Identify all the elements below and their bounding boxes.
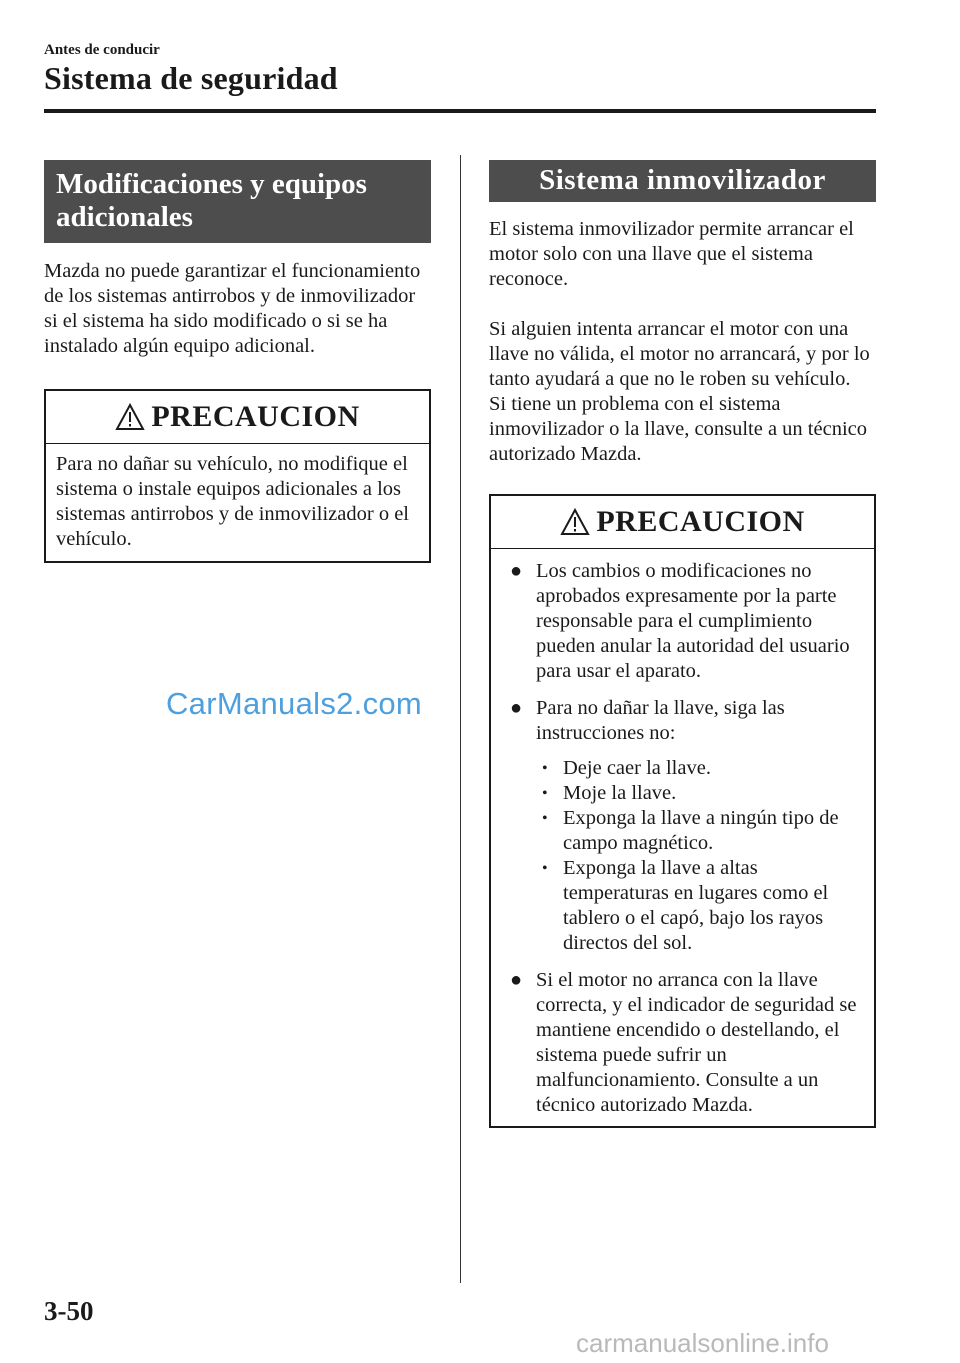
caution-header bbox=[491, 496, 874, 549]
bullet-dot: ● bbox=[510, 969, 523, 991]
bullet-text: Los cambios o modificaciones no aprobados expresamente por la parte responsable para el cumplimiento pueden anular la autoridad del usuario para usar el aparato. bbox=[536, 560, 850, 682]
right-column bbox=[489, 160, 876, 1128]
bullet-dot: ● bbox=[510, 697, 523, 719]
chapter-label: Antes de conducir bbox=[44, 42, 160, 58]
sub-bullet-text: Exponga la llave a ningún tipo de campo magnético. bbox=[563, 807, 839, 854]
page-title: Sistema de seguridad bbox=[44, 60, 338, 96]
left-column bbox=[44, 160, 431, 563]
caution-text: Para no dañar su vehículo, no modifique el sistema o instale equipos adicionales a los sistemas antirrobos y de inmovilizador o el vehículo. bbox=[56, 453, 409, 550]
section-heading-inmovilizador: Sistema inmovilizador bbox=[489, 160, 876, 202]
list-item bbox=[501, 559, 864, 684]
bullet-text: Para no dañar la llave, siga las instrucciones no: bbox=[536, 697, 785, 744]
caution-bullet-list bbox=[501, 559, 864, 1118]
left-paragraph: Mazda no puede garantizar el funcionamiento de los sistemas antirrobos y de inmovilizador si el sistema ha sido modificado o si se ha instalado algún equipo adicional. bbox=[44, 260, 421, 357]
watermark: CarManuals2.com bbox=[166, 686, 423, 721]
sub-bullet-text: Deje caer la llave. bbox=[563, 757, 711, 779]
page-number: 3-50 bbox=[44, 1296, 94, 1326]
column-divider bbox=[460, 155, 461, 1283]
sub-bullet-text: Exponga la llave a altas temperaturas en lugares como el tablero o el capó, bajo los rayos directos del sol. bbox=[563, 857, 829, 954]
sub-bullet-dot: • bbox=[542, 810, 548, 827]
sub-bullet-dot: • bbox=[542, 760, 548, 777]
caution-title: PRECAUCION bbox=[596, 505, 805, 538]
footer-watermark: carmanualsonline.info bbox=[576, 1328, 829, 1358]
caution-title: PRECAUCION bbox=[151, 400, 360, 433]
section-heading-modificaciones: Modificaciones y equipos adicionales bbox=[44, 160, 431, 243]
sub-bullet-dot: • bbox=[542, 860, 548, 877]
sub-list-item bbox=[536, 756, 864, 781]
warning-triangle-icon bbox=[115, 403, 145, 431]
sub-bullet-dot: • bbox=[542, 785, 548, 802]
caution-box-left bbox=[44, 389, 431, 563]
bullet-text: Si el motor no arranca con la llave correcta, y el indicador de seguridad se mantiene encendido o destellando, el sistema puede sufrir un malfuncionamiento. Consulte a un técnico autorizado Mazda. bbox=[536, 969, 857, 1116]
caution-header bbox=[46, 391, 429, 444]
caution-body bbox=[491, 549, 874, 1142]
warning-triangle-icon bbox=[560, 508, 590, 536]
caution-box-right bbox=[489, 494, 876, 1128]
sub-list-item bbox=[536, 781, 864, 806]
sub-bullet-text: Moje la llave. bbox=[563, 782, 677, 804]
bullet-dot: ● bbox=[510, 560, 523, 582]
list-item bbox=[501, 696, 864, 956]
header-rule bbox=[44, 109, 876, 113]
right-paragraph-2: Si alguien intenta arrancar el motor con una llave no válida, el motor no arrancará, y por lo tanto ayudará a que no le roben su vehículo. bbox=[489, 318, 870, 390]
right-paragraph-3: Si tiene un problema con el sistema inmovilizador o la llave, consulte a un técnico autorizado Mazda. bbox=[489, 393, 867, 465]
list-item bbox=[501, 968, 864, 1118]
sub-list-item bbox=[536, 806, 864, 856]
caution-body bbox=[46, 444, 429, 564]
right-paragraph-1: El sistema inmovilizador permite arrancar el motor solo con una llave que el sistema reconoce. bbox=[489, 218, 854, 290]
sub-list-item bbox=[536, 856, 864, 956]
caution-sub-list bbox=[536, 756, 864, 956]
